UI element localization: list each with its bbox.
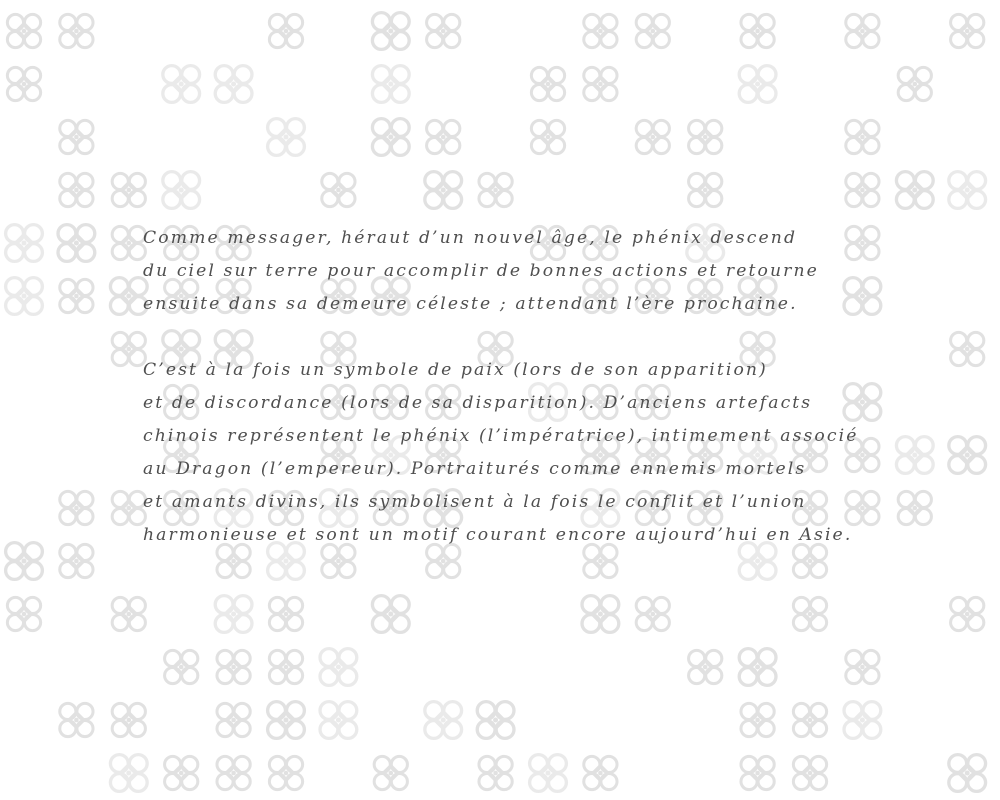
floral-knot-icon <box>322 173 355 206</box>
floral-knot-icon <box>741 756 774 789</box>
floral-knot-icon <box>7 597 40 630</box>
floral-knot-icon <box>372 66 409 103</box>
floral-knot-icon <box>427 14 460 47</box>
floral-knot-icon <box>112 173 145 206</box>
floral-knot-icon <box>60 491 93 524</box>
floral-knot-icon <box>846 120 879 153</box>
floral-knot-icon <box>165 756 198 789</box>
floral-knot-icon <box>949 172 986 209</box>
floral-knot-icon <box>739 649 776 686</box>
floral-knot-icon <box>374 756 407 789</box>
floral-knot-icon <box>269 756 302 789</box>
floral-knot-icon <box>165 650 198 683</box>
floral-knot-icon <box>844 702 881 739</box>
floral-knot-icon <box>896 172 933 209</box>
floral-knot-icon <box>60 544 93 577</box>
floral-knot-icon <box>110 278 147 315</box>
floral-knot-icon <box>846 14 879 47</box>
floral-knot-icon <box>372 13 409 50</box>
floral-knot-icon <box>951 332 984 365</box>
floral-knot-icon <box>215 66 252 103</box>
floral-knot-icon <box>60 279 93 312</box>
floral-knot-icon <box>793 703 826 736</box>
floral-knot-icon <box>584 14 617 47</box>
floral-knot-icon <box>689 650 722 683</box>
floral-knot-icon <box>793 597 826 630</box>
floral-knot-icon <box>60 14 93 47</box>
floral-knot-icon <box>479 173 512 206</box>
floral-knot-icon <box>7 67 40 100</box>
floral-knot-icon <box>217 650 250 683</box>
floral-knot-icon <box>793 756 826 789</box>
floral-knot-icon <box>320 649 357 686</box>
floral-knot-icon <box>110 755 147 792</box>
floral-knot-icon <box>689 173 722 206</box>
text-line: Comme messager, héraut d’un nouvel âge, le phénix descend <box>143 228 798 248</box>
floral-knot-icon <box>636 120 669 153</box>
floral-knot-icon <box>584 756 617 789</box>
floral-knot-icon <box>689 120 722 153</box>
floral-knot-icon <box>163 66 200 103</box>
floral-knot-icon <box>7 14 40 47</box>
floral-knot-icon <box>951 597 984 630</box>
floral-knot-icon <box>163 172 200 209</box>
floral-knot-icon <box>636 14 669 47</box>
floral-knot-icon <box>320 702 357 739</box>
floral-knot-icon <box>215 596 252 633</box>
floral-knot-icon <box>425 172 462 209</box>
floral-knot-icon <box>372 596 409 633</box>
floral-knot-icon <box>741 14 774 47</box>
floral-knot-icon <box>739 66 776 103</box>
floral-knot-icon <box>951 14 984 47</box>
floral-knot-icon <box>949 437 986 474</box>
floral-knot-icon <box>6 543 43 580</box>
text-line: et de discordance (lors de sa disparition). D’anciens artefacts <box>143 393 813 413</box>
floral-knot-icon <box>269 597 302 630</box>
text-line: chinois représentent le phénix (l’impératrice), intimement associé <box>143 426 859 446</box>
floral-knot-icon <box>846 173 879 206</box>
floral-knot-icon <box>898 67 931 100</box>
floral-knot-icon <box>58 225 95 262</box>
floral-knot-icon <box>372 119 409 156</box>
floral-knot-icon <box>217 756 250 789</box>
floral-knot-icon <box>741 703 774 736</box>
floral-knot-icon <box>112 332 145 365</box>
floral-knot-icon <box>427 120 460 153</box>
floral-knot-icon <box>60 120 93 153</box>
text-block <box>143 222 923 552</box>
floral-knot-icon <box>846 650 879 683</box>
floral-knot-icon <box>582 596 619 633</box>
floral-knot-icon <box>60 173 93 206</box>
floral-knot-icon <box>531 67 564 100</box>
text-line: et amants divins, ils symbolisent à la fois le conflit et l’union <box>143 492 807 512</box>
floral-knot-icon <box>6 225 43 262</box>
text-line: du ciel sur terre pour accomplir de bonnes actions et retourne <box>143 261 819 281</box>
paragraph-phoenix-symbolism <box>143 354 923 552</box>
text-line: au Dragon (l’empereur). Portraiturés comme ennemis mortels <box>143 459 807 479</box>
floral-knot-icon <box>949 755 986 792</box>
floral-knot-icon <box>636 597 669 630</box>
floral-knot-icon <box>217 703 250 736</box>
floral-knot-icon <box>425 702 462 739</box>
text-line: ensuite dans sa demeure céleste ; attendant l’ère prochaine. <box>143 294 798 314</box>
floral-knot-icon <box>268 119 305 156</box>
floral-knot-icon <box>112 597 145 630</box>
floral-knot-icon <box>477 702 514 739</box>
floral-knot-icon <box>112 226 145 259</box>
floral-knot-icon <box>479 756 512 789</box>
floral-knot-icon <box>269 650 302 683</box>
floral-knot-icon <box>60 703 93 736</box>
floral-knot-icon <box>112 703 145 736</box>
floral-knot-icon <box>112 491 145 524</box>
text-line: harmonieuse et sont un motif courant encore aujourd’hui en Asie. <box>143 525 853 545</box>
floral-knot-icon <box>584 67 617 100</box>
floral-knot-icon <box>531 120 564 153</box>
floral-knot-icon <box>6 278 43 315</box>
floral-knot-icon <box>269 14 302 47</box>
floral-knot-icon <box>268 702 305 739</box>
floral-knot-icon <box>530 755 567 792</box>
text-line: C’est à la fois un symbole de paix (lors de son apparition) <box>143 360 768 380</box>
paragraph-phoenix-messenger <box>143 222 923 321</box>
